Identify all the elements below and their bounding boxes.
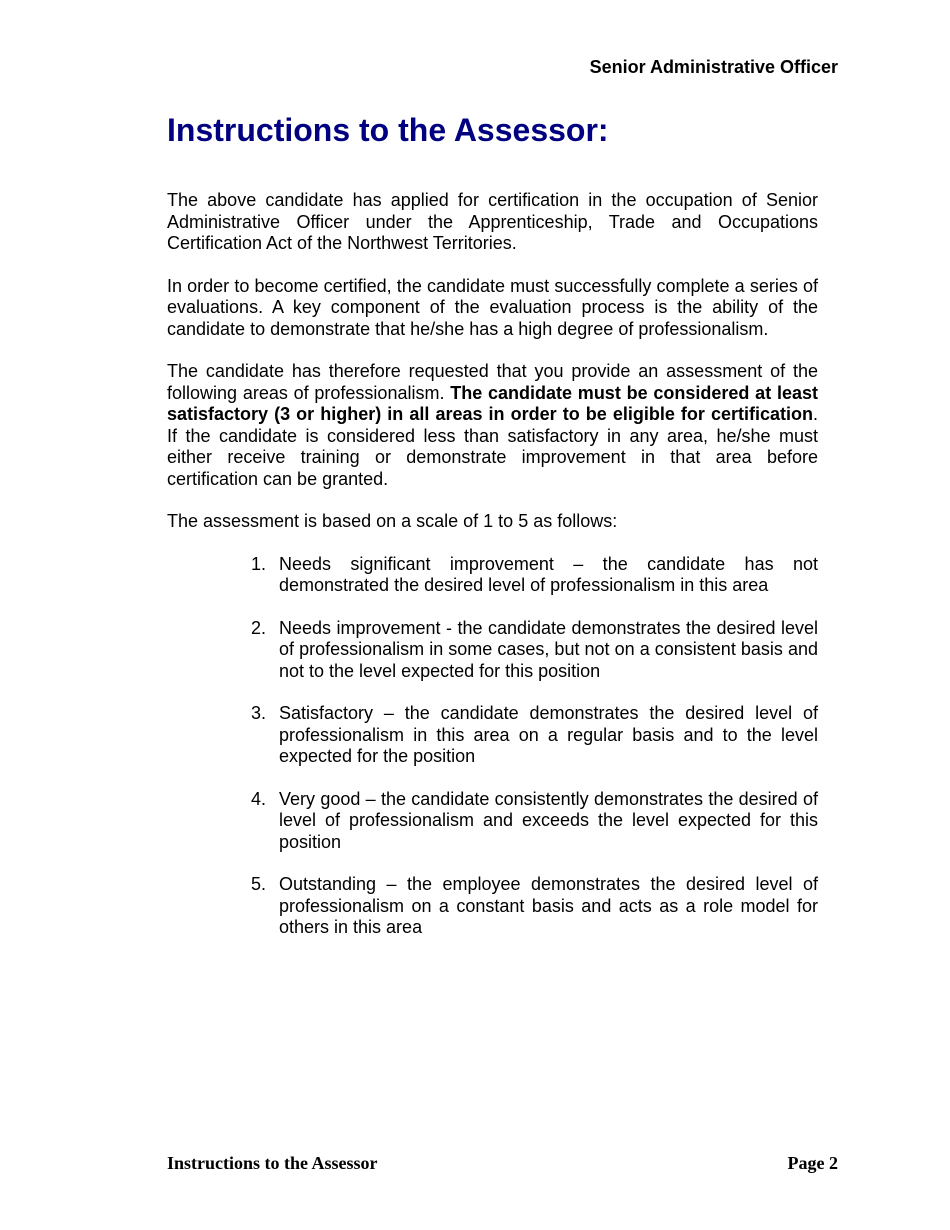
list-item-number: 5. (251, 874, 267, 894)
list-item-number: 1. (251, 553, 267, 574)
requirement-bold-text: The candidate must be considered at least satisfactory (3 or higher) in all areas in order to be eligible for certification (167, 382, 818, 424)
list-item-number: 2. (251, 617, 267, 638)
list-item-text: Very good – the candidate consistently demonstrates the desired of level of professionalism and exceeds the level expected for this position (279, 788, 818, 852)
footer-section-title: Instructions to the Assessor (167, 1153, 378, 1173)
list-item-text: Satisfactory – the candidate demonstrates the desired level of professionalism in this area on a regular basis and to the level expected for the position (279, 703, 818, 766)
list-item-number: 3. (251, 703, 267, 723)
list-item (167, 874, 818, 939)
scale-intro-paragraph: The assessment is based on a scale of 1 to 5 as follows: (167, 511, 618, 531)
list-item-text: Outstanding – the employee demonstrates the desired level of professionalism on a constant basis and acts as a role model for others in this area (279, 874, 818, 937)
footer-page-number: Page 2 (787, 1153, 838, 1173)
list-item-text: Needs significant improvement – the candidate has not demonstrated the desired level of professionalism in this area (279, 553, 818, 595)
list-item-text: Needs improvement - the candidate demonstrates the desired level of professionalism in some cases, but not on a consistent basis and not to the level expected for this position (279, 617, 818, 681)
page-header-title: Senior Administrative Officer (589, 57, 838, 77)
evaluation-paragraph: In order to become certified, the candidate must successfully complete a series of evaluations. A key component of the evaluation process is the ability of the candidate to demonstrate that he/she has a high degree of professionalism. (167, 275, 818, 339)
list-item (167, 789, 818, 854)
page-title: Instructions to the Assessor: (167, 112, 609, 148)
list-item (167, 703, 818, 768)
list-item (167, 554, 818, 597)
requirement-text-end: . If the candidate is considered less than satisfactory in any area, he/she must either receive training or demonstrate improvement in that area before certification can be granted. (167, 404, 818, 489)
requirement-paragraph (167, 361, 818, 490)
requirement-text-start: The candidate has therefore requested that you provide an assessment of the following areas of professionalism. (167, 361, 818, 403)
list-item (167, 618, 818, 683)
list-item-number: 4. (251, 788, 267, 809)
document-body (167, 108, 818, 960)
rating-scale-list (167, 554, 818, 939)
intro-paragraph: The above candidate has applied for certification in the occupation of Senior Administrative Officer under the Apprenticeship, Trade and Occupations Certification Act of the Northwest Territories. (167, 190, 818, 253)
